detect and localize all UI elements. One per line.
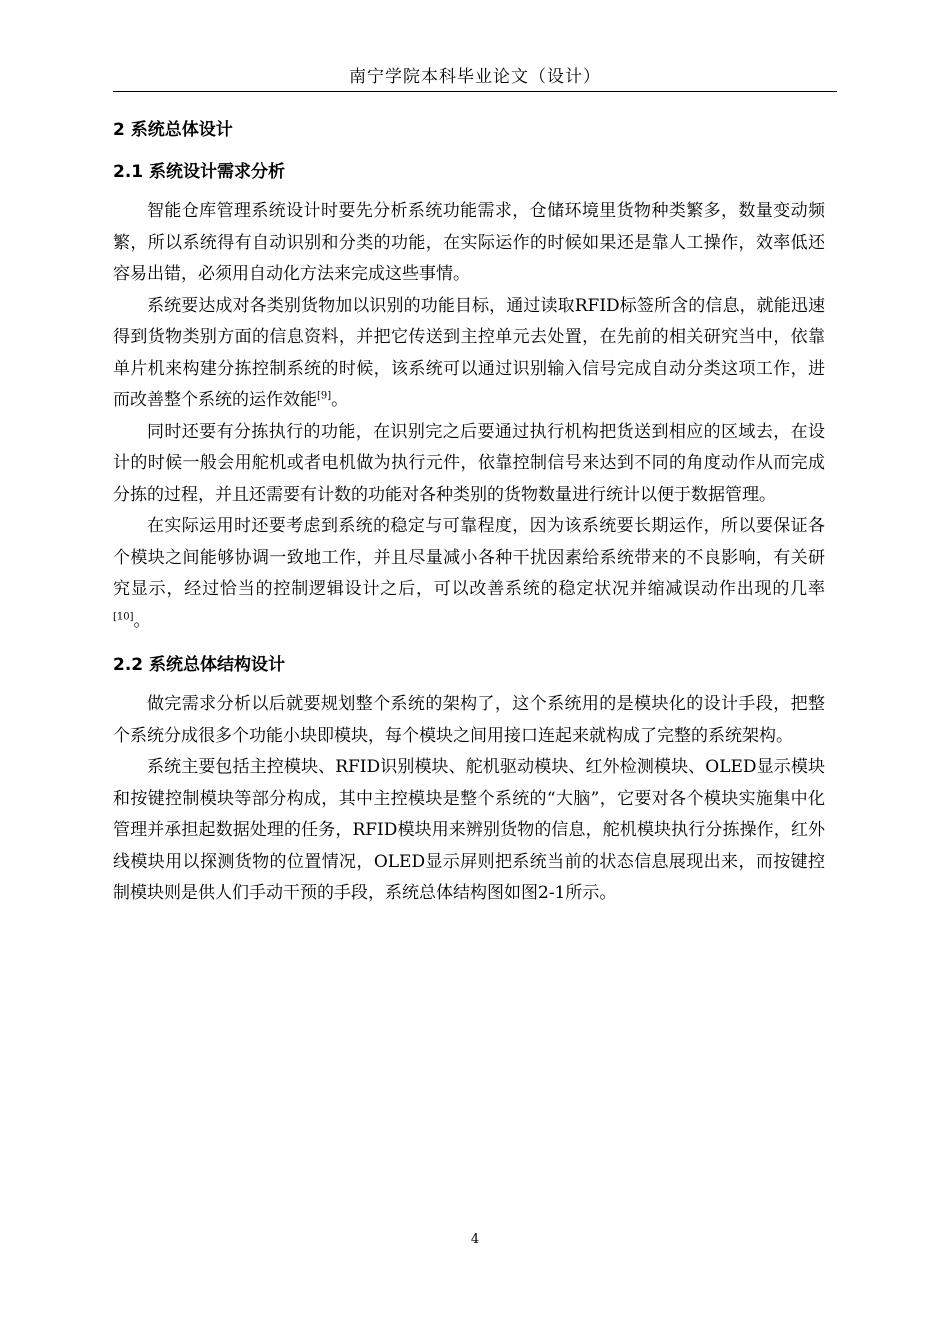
paragraph-2-1-2	[113, 291, 825, 417]
paragraph-2-2-2: 系统主要包括主控模块、RFID识别模块、舵机驱动模块、红外检测模块、OLED显示模块和按键控制模块等部分构成，其中主控模块是整个系统的“大脑”，它要对各个模块实施集中化管理并承担起数据处理的任务，RFID模块用来辨别货物的信息，舵机模块执行分拣操作，红外线模块用以探测货物的位置情况，OLED显示屏则把系统当前的状态信息展现出来，而按键控制模块则是供人们手动干预的手段，系统总体结构图如图2-1所示。	[113, 757, 825, 903]
page-content	[113, 112, 825, 910]
citation-10[interactable]: [10]	[113, 610, 134, 622]
paragraph-text: 系统要达成对各类别货物加以识别的功能目标，通过读取RFID标签所含的信息，就能迅速得到货物类别方面的信息资料，并把它传送到主控单元去处置，在先前的相关研究当中，依靠单片机来构建分拣控制系统的时候，该系统可以通过识别输入信号完成自动分类这项工作，进而改善整个系统的运作效能	[113, 295, 825, 410]
section-heading-2-2: 2.2 系统总体结构设计	[113, 655, 286, 675]
paragraph-2-1-4	[113, 511, 825, 637]
page-number: 4	[470, 1232, 480, 1247]
paragraph-end: 。	[331, 390, 349, 410]
paragraph-2-1-3: 同时还要有分拣执行的功能，在识别完之后要通过执行机构把货送到相应的区域去，在设计的时候一般会用舵机或者电机做为执行元件，依靠控制信号来达到不同的角度动作从而完成分拣的过程，并且还需要有计数的功能对各种类别的货物数量进行统计以便于数据管理。	[113, 421, 825, 505]
paragraph-2-2-1: 做完需求分析以后就要规划整个系统的架构了，这个系统用的是模块化的设计手段，把整个系统分成很多个功能小块即模块，每个模块之间用接口连起来就构成了完整的系统架构。	[113, 694, 825, 746]
paragraph-text: 在实际运用时还要考虑到系统的稳定与可靠程度，因为该系统要长期运作，所以要保证各个模块之间能够协调一致地工作，并且尽量减小各种干扰因素给系统带来的不良影响，有关研究显示，经过恰当的控制逻辑设计之后，可以改善系统的稳定状况并缩减误动作出现的几率	[113, 516, 825, 599]
chapter-heading: 2 系统总体设计	[113, 120, 233, 140]
section-heading-2-1: 2.1 系统设计需求分析	[113, 162, 286, 182]
paragraph-2-1-1: 智能仓库管理系统设计时要先分析系统功能需求，仓储环境里货物种类繁多，数量变动频繁，所以系统得有自动识别和分类的功能，在实际运作的时候如果还是靠人工操作，效率低还容易出错，必须用自动化方法来完成这些事情。	[113, 201, 825, 284]
header-rule	[113, 91, 837, 92]
citation-9[interactable]: [9]	[317, 390, 332, 402]
paragraph-end: 。	[133, 610, 151, 631]
running-header: 南宁学院本科毕业论文（设计）	[349, 67, 601, 87]
